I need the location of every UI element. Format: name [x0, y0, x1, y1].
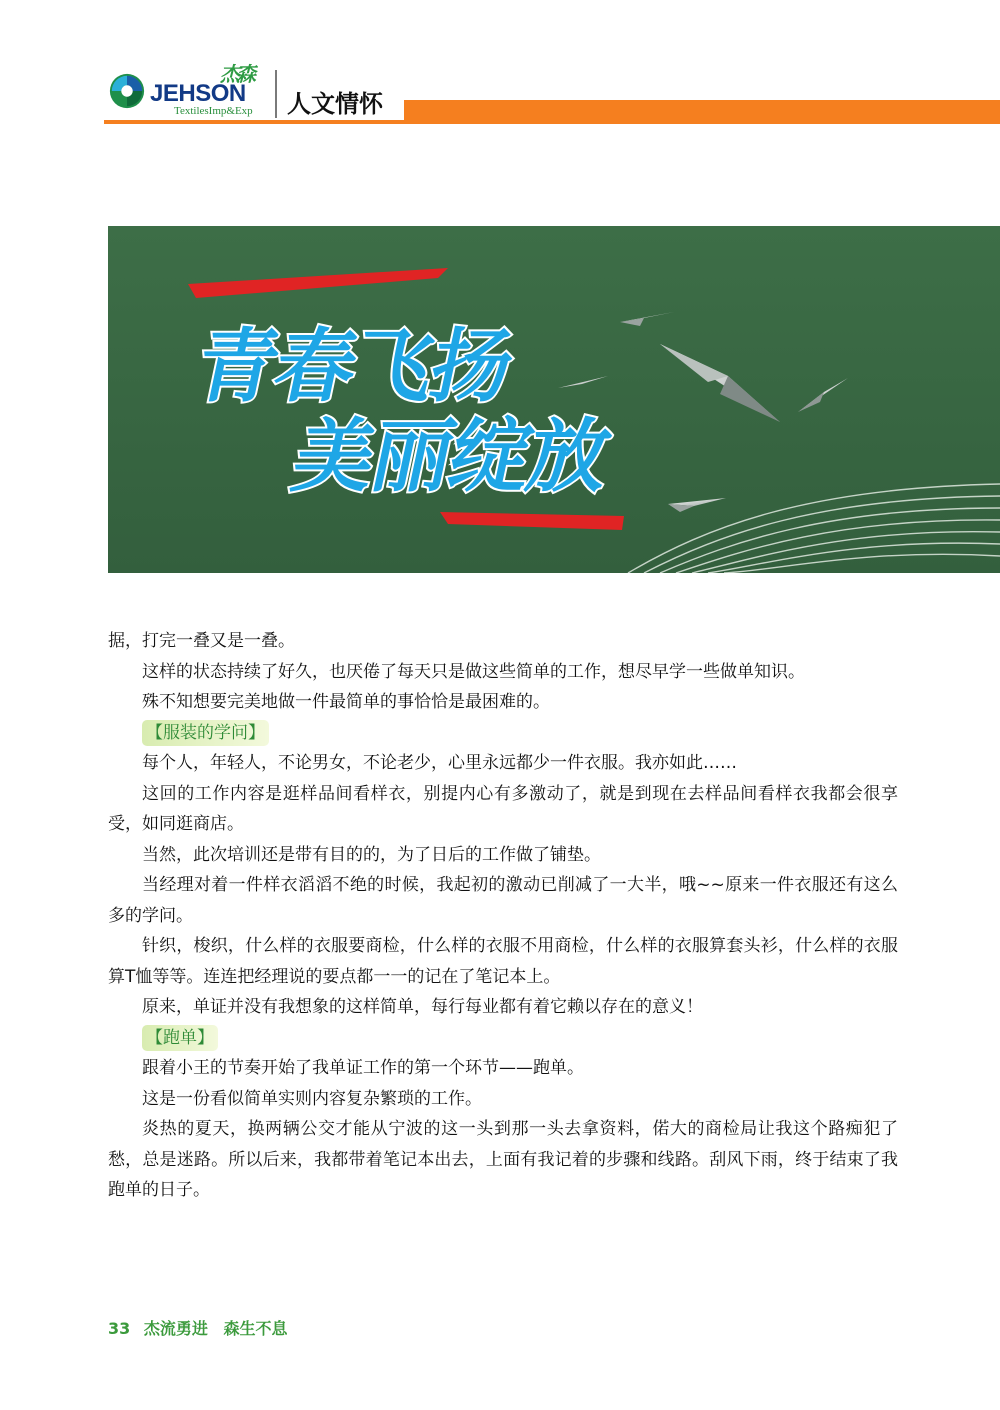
article-paragraph: 炎热的夏天，换两辆公交才能从宁波的这一头到那一头去拿资料，偌大的商检局让我这个路痴犯了愁，总是迷路。所以后来，我都带着笔记本出去，上面有我记着的步骤和线路。刮风下雨，终于结束了我跑单的日子。	[108, 1119, 898, 1200]
footer-slogan-1: 杰流勇进	[143, 1319, 208, 1338]
article-paragraph: 每个人，年轻人，不论男女，不论老少，心里永远都少一件衣服。我亦如此……	[142, 753, 737, 773]
article-paragraph: 殊不知想要完美地做一件最简单的事恰恰是最困难的。	[142, 692, 550, 712]
page-number: 33	[108, 1319, 131, 1338]
logo-chinese-mark: 杰森	[220, 62, 252, 86]
header-orange-rule	[104, 120, 1000, 124]
article-paragraph: 针织，梭织，什么样的衣服要商检，什么样的衣服不用商检，什么样的衣服算套头衫，什么样的衣服算T恤等等。连连把经理说的要点都一一的记在了笔记本上。	[108, 936, 898, 987]
footer-slogan-2: 森生不息	[223, 1319, 288, 1338]
company-logo	[108, 62, 278, 124]
page-header	[0, 0, 1000, 130]
page-footer	[108, 1316, 287, 1339]
article-paragraph: 当经理对着一件样衣滔滔不绝的时候，我起初的激动已削减了一大半，哦~~原来一件衣服还有这么多的学问。	[108, 875, 898, 926]
article-paragraph: 这回的工作内容是逛样品间看样衣，别提内心有多激动了，就是到现在去样品间看样衣我都会很享受，如同逛商店。	[108, 783, 898, 834]
banner-artwork	[108, 226, 1000, 573]
hero-banner	[108, 226, 1000, 573]
section-title: 人文情怀	[287, 90, 383, 118]
article-paragraph: 当然，此次培训还是带有目的的，为了日后的工作做了铺垫。	[142, 844, 601, 865]
article-subheading-row	[108, 718, 898, 749]
article-paragraph: 这是一份看似简单实则内容复杂繁琐的工作。	[142, 1088, 482, 1109]
article-subheading: 【服装的学问】	[142, 720, 269, 746]
logo-subtitle: TextilesImp&Exp	[174, 105, 253, 117]
article-subheading: 【跑单】	[142, 1025, 218, 1051]
logo-wordmark: JEHSON	[150, 80, 246, 107]
article-subheading-row	[108, 1023, 898, 1054]
banner-title-line1: 青春飞扬	[188, 320, 520, 414]
article-body	[108, 626, 898, 1206]
logo-swirl-icon	[108, 72, 146, 110]
article-paragraph: 这样的状态持续了好久，也厌倦了每天只是做这些简单的工作，想尽早学一些做单知识。	[142, 661, 805, 682]
article-paragraph: 原来，单证并没有我想象的这样简单，每行每业都有着它赖以存在的意义！	[142, 997, 703, 1017]
article-paragraph: 据，打完一叠又是一叠。	[108, 631, 295, 651]
header-divider	[275, 70, 277, 118]
article-paragraph: 跟着小王的节奏开始了我单证工作的第一个环节——跑单。	[142, 1058, 584, 1078]
banner-title-line2: 美丽绽放	[284, 410, 617, 504]
